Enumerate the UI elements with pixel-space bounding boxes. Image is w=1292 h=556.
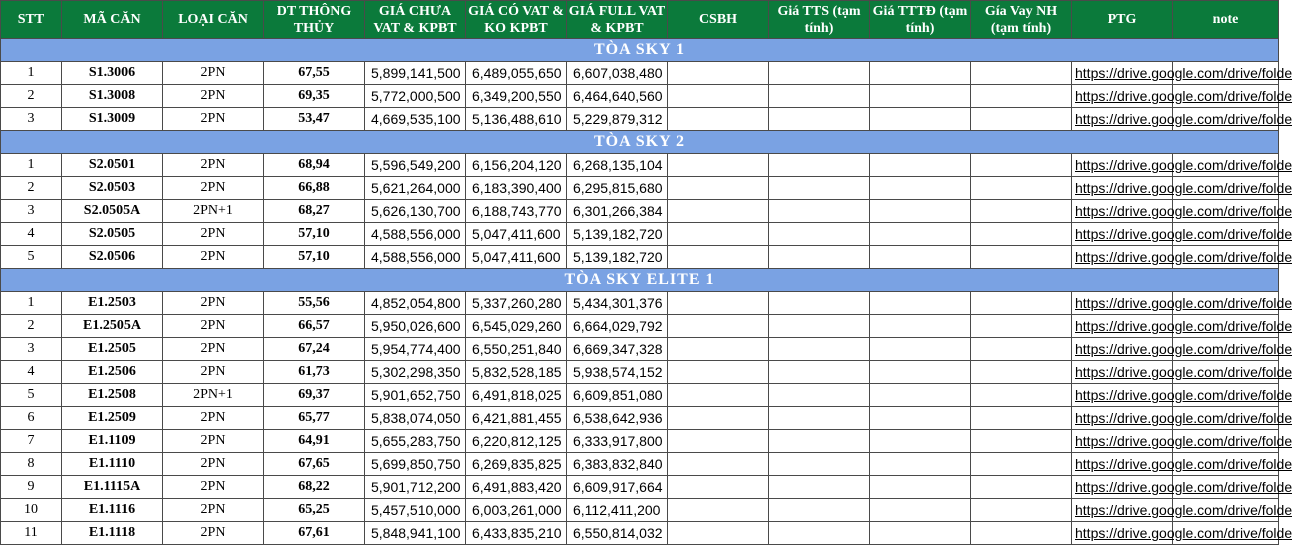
cell-loan-price[interactable]: [971, 315, 1072, 338]
cell-price-excl-vat[interactable]: 4,588,556,000: [365, 246, 466, 269]
table-row: [1, 177, 1279, 200]
cell-price-tttd[interactable]: [870, 62, 971, 85]
cell-unit-type[interactable]: 2PN+1: [163, 384, 264, 407]
cell-price-tttd[interactable]: [870, 499, 971, 522]
cell-price-tttd[interactable]: [870, 315, 971, 338]
cell-area[interactable]: 65,77: [264, 407, 365, 430]
cell-loan-price[interactable]: [971, 223, 1072, 246]
table-row: [1, 292, 1279, 315]
cell-ptg-link[interactable]: https://drive.google.com/drive/folde: [1072, 200, 1173, 223]
cell-price-tts[interactable]: [769, 292, 870, 315]
cell-unit-code[interactable]: S2.0505A: [62, 200, 163, 223]
cell-ptg-link[interactable]: https://drive.google.com/drive/folde: [1072, 315, 1173, 338]
cell-price-tts[interactable]: [769, 223, 870, 246]
cell-stt[interactable]: 2: [1, 177, 62, 200]
cell-price-incl-vat[interactable]: 6,349,200,550: [466, 85, 567, 108]
cell-price-incl-vat[interactable]: 6,491,818,025: [466, 384, 567, 407]
cell-price-incl-vat[interactable]: 6,489,055,650: [466, 62, 567, 85]
cell-csbh[interactable]: [668, 522, 769, 545]
cell-area[interactable]: 61,73: [264, 361, 365, 384]
cell-price-incl-vat[interactable]: 6,003,261,000: [466, 499, 567, 522]
cell-area[interactable]: 57,10: [264, 246, 365, 269]
cell-area[interactable]: 64,91: [264, 430, 365, 453]
section-row: [1, 39, 1279, 62]
table-row: [1, 62, 1279, 85]
cell-unit-code[interactable]: E1.2506: [62, 361, 163, 384]
cell-stt[interactable]: 1: [1, 292, 62, 315]
cell-unit-code[interactable]: E1.2508: [62, 384, 163, 407]
cell-price-tts[interactable]: [769, 522, 870, 545]
cell-loan-price[interactable]: [971, 476, 1072, 499]
cell-price-incl-vat[interactable]: 5,047,411,600: [466, 223, 567, 246]
cell-price-tttd[interactable]: [870, 338, 971, 361]
cell-price-excl-vat[interactable]: 5,848,941,100: [365, 522, 466, 545]
cell-price-full[interactable]: 6,112,411,200: [567, 499, 668, 522]
section-title[interactable]: TÒA SKY 2: [1, 131, 1279, 154]
cell-ptg-link[interactable]: https://drive.google.com/drive/folde: [1072, 522, 1173, 545]
cell-ptg-link[interactable]: https://drive.google.com/drive/folde: [1072, 338, 1173, 361]
cell-price-excl-vat[interactable]: 5,621,264,000: [365, 177, 466, 200]
cell-price-incl-vat[interactable]: 6,491,883,420: [466, 476, 567, 499]
cell-csbh[interactable]: [668, 154, 769, 177]
cell-price-incl-vat[interactable]: 5,337,260,280: [466, 292, 567, 315]
cell-price-full[interactable]: 5,139,182,720: [567, 223, 668, 246]
cell-price-excl-vat[interactable]: 4,669,535,100: [365, 108, 466, 131]
cell-area[interactable]: 57,10: [264, 223, 365, 246]
cell-csbh[interactable]: [668, 85, 769, 108]
cell-unit-type[interactable]: 2PN: [163, 292, 264, 315]
cell-price-incl-vat[interactable]: 5,136,488,610: [466, 108, 567, 131]
table-row: [1, 522, 1279, 545]
cell-price-tttd[interactable]: [870, 246, 971, 269]
cell-price-full[interactable]: 5,139,182,720: [567, 246, 668, 269]
cell-stt[interactable]: 9: [1, 476, 62, 499]
cell-stt[interactable]: 4: [1, 361, 62, 384]
cell-ptg-link[interactable]: https://drive.google.com/drive/folde: [1072, 407, 1173, 430]
cell-csbh[interactable]: [668, 430, 769, 453]
cell-price-full[interactable]: 5,434,301,376: [567, 292, 668, 315]
cell-loan-price[interactable]: [971, 499, 1072, 522]
cell-unit-code[interactable]: S2.0506: [62, 246, 163, 269]
cell-unit-type[interactable]: 2PN: [163, 499, 264, 522]
section-title[interactable]: TÒA SKY 1: [1, 39, 1279, 62]
table-row: [1, 453, 1279, 476]
cell-stt[interactable]: 10: [1, 499, 62, 522]
cell-price-excl-vat[interactable]: 5,596,549,200: [365, 154, 466, 177]
cell-loan-price[interactable]: [971, 62, 1072, 85]
cell-csbh[interactable]: [668, 407, 769, 430]
cell-price-full[interactable]: 6,664,029,792: [567, 315, 668, 338]
cell-stt[interactable]: 2: [1, 315, 62, 338]
cell-price-excl-vat[interactable]: 4,852,054,800: [365, 292, 466, 315]
cell-csbh[interactable]: [668, 476, 769, 499]
header-unit-type[interactable]: LOẠI CĂN: [163, 1, 264, 39]
cell-ptg-link[interactable]: https://drive.google.com/drive/folde: [1072, 453, 1173, 476]
cell-price-tttd[interactable]: [870, 177, 971, 200]
section-title[interactable]: TÒA SKY ELITE 1: [1, 269, 1279, 292]
cell-csbh[interactable]: [668, 292, 769, 315]
cell-price-full[interactable]: 6,669,347,328: [567, 338, 668, 361]
table-row: [1, 476, 1279, 499]
cell-price-tttd[interactable]: [870, 200, 971, 223]
cell-unit-type[interactable]: 2PN: [163, 154, 264, 177]
cell-unit-type[interactable]: 2PN: [163, 62, 264, 85]
cell-price-incl-vat[interactable]: 6,188,743,770: [466, 200, 567, 223]
cell-price-tts[interactable]: [769, 338, 870, 361]
cell-unit-code[interactable]: S2.0505: [62, 223, 163, 246]
cell-ptg-link[interactable]: https://drive.google.com/drive/folde: [1072, 246, 1173, 269]
cell-unit-code[interactable]: S1.3008: [62, 85, 163, 108]
section-row: [1, 269, 1279, 292]
cell-price-tttd[interactable]: [870, 430, 971, 453]
cell-ptg-link[interactable]: https://drive.google.com/drive/folde: [1072, 476, 1173, 499]
cell-price-full[interactable]: 6,607,038,480: [567, 62, 668, 85]
cell-area[interactable]: 66,88: [264, 177, 365, 200]
cell-price-excl-vat[interactable]: 5,954,774,400: [365, 338, 466, 361]
cell-loan-price[interactable]: [971, 522, 1072, 545]
cell-area[interactable]: 68,94: [264, 154, 365, 177]
cell-area[interactable]: 55,56: [264, 292, 365, 315]
cell-csbh[interactable]: [668, 315, 769, 338]
cell-csbh[interactable]: [668, 177, 769, 200]
cell-price-full[interactable]: 6,301,266,384: [567, 200, 668, 223]
table-row: [1, 407, 1279, 430]
cell-price-excl-vat[interactable]: 5,626,130,700: [365, 200, 466, 223]
cell-price-excl-vat[interactable]: 5,950,026,600: [365, 315, 466, 338]
cell-price-incl-vat[interactable]: 5,832,528,185: [466, 361, 567, 384]
cell-stt[interactable]: 8: [1, 453, 62, 476]
table-row: [1, 338, 1279, 361]
cell-price-incl-vat[interactable]: 6,220,812,125: [466, 430, 567, 453]
cell-loan-price[interactable]: [971, 246, 1072, 269]
cell-unit-code[interactable]: S1.3006: [62, 62, 163, 85]
cell-price-tts[interactable]: [769, 315, 870, 338]
cell-price-tts[interactable]: [769, 453, 870, 476]
cell-price-incl-vat[interactable]: 6,183,390,400: [466, 177, 567, 200]
cell-price-excl-vat[interactable]: 5,655,283,750: [365, 430, 466, 453]
header-csbh[interactable]: CSBH: [668, 1, 769, 39]
cell-csbh[interactable]: [668, 200, 769, 223]
cell-ptg-link[interactable]: https://drive.google.com/drive/folde: [1072, 430, 1173, 453]
cell-price-incl-vat[interactable]: 6,421,881,455: [466, 407, 567, 430]
cell-loan-price[interactable]: [971, 430, 1072, 453]
cell-unit-code[interactable]: E1.2509: [62, 407, 163, 430]
cell-csbh[interactable]: [668, 338, 769, 361]
table-row: [1, 499, 1279, 522]
table-row: [1, 154, 1279, 177]
cell-price-tttd[interactable]: [870, 453, 971, 476]
cell-price-tttd[interactable]: [870, 384, 971, 407]
cell-unit-code[interactable]: E1.2505: [62, 338, 163, 361]
cell-unit-code[interactable]: E1.1118: [62, 522, 163, 545]
cell-csbh[interactable]: [668, 223, 769, 246]
cell-csbh[interactable]: [668, 499, 769, 522]
cell-price-full[interactable]: 5,229,879,312: [567, 108, 668, 131]
cell-price-tts[interactable]: [769, 361, 870, 384]
cell-stt[interactable]: 2: [1, 85, 62, 108]
cell-loan-price[interactable]: [971, 154, 1072, 177]
cell-area[interactable]: 67,61: [264, 522, 365, 545]
header-loan-price[interactable]: Gía Vay NH (tạm tính): [971, 1, 1072, 39]
table-row: [1, 315, 1279, 338]
cell-price-full[interactable]: 6,550,814,032: [567, 522, 668, 545]
cell-price-tts[interactable]: [769, 177, 870, 200]
cell-unit-type[interactable]: 2PN: [163, 407, 264, 430]
cell-price-tts[interactable]: [769, 62, 870, 85]
cell-stt[interactable]: 3: [1, 200, 62, 223]
cell-stt[interactable]: 7: [1, 430, 62, 453]
cell-ptg-link[interactable]: https://drive.google.com/drive/folde: [1072, 361, 1173, 384]
cell-price-full[interactable]: 6,383,832,840: [567, 453, 668, 476]
cell-loan-price[interactable]: [971, 292, 1072, 315]
cell-area[interactable]: 65,25: [264, 499, 365, 522]
cell-ptg-link[interactable]: https://drive.google.com/drive/folde: [1072, 62, 1173, 85]
header-price-excl-vat[interactable]: GIÁ CHƯA VAT & KPBT: [365, 1, 466, 39]
cell-price-excl-vat[interactable]: 5,901,652,750: [365, 384, 466, 407]
cell-unit-type[interactable]: 2PN: [163, 476, 264, 499]
header-row: [1, 1, 1279, 39]
cell-csbh[interactable]: [668, 246, 769, 269]
cell-area[interactable]: 68,27: [264, 200, 365, 223]
cell-csbh[interactable]: [668, 108, 769, 131]
cell-unit-code[interactable]: S1.3009: [62, 108, 163, 131]
cell-unit-type[interactable]: 2PN: [163, 85, 264, 108]
cell-area[interactable]: 66,57: [264, 315, 365, 338]
cell-price-incl-vat[interactable]: 6,156,204,120: [466, 154, 567, 177]
cell-price-full[interactable]: 6,268,135,104: [567, 154, 668, 177]
header-area[interactable]: DT THÔNG THỦY: [264, 1, 365, 39]
cell-loan-price[interactable]: [971, 384, 1072, 407]
header-price-tttd[interactable]: Giá TTTĐ (tạm tính): [870, 1, 971, 39]
header-price-tts[interactable]: Giá TTS (tạm tính): [769, 1, 870, 39]
cell-price-excl-vat[interactable]: 5,699,850,750: [365, 453, 466, 476]
cell-area[interactable]: 53,47: [264, 108, 365, 131]
cell-price-tttd[interactable]: [870, 154, 971, 177]
cell-csbh[interactable]: [668, 453, 769, 476]
cell-unit-type[interactable]: 2PN: [163, 246, 264, 269]
cell-unit-type[interactable]: 2PN: [163, 108, 264, 131]
cell-price-incl-vat[interactable]: 6,269,835,825: [466, 453, 567, 476]
cell-area[interactable]: 69,37: [264, 384, 365, 407]
cell-stt[interactable]: 11: [1, 522, 62, 545]
cell-price-tts[interactable]: [769, 154, 870, 177]
cell-ptg-link[interactable]: https://drive.google.com/drive/folde: [1072, 223, 1173, 246]
cell-stt[interactable]: 5: [1, 384, 62, 407]
header-note[interactable]: note: [1173, 1, 1279, 39]
cell-price-excl-vat[interactable]: 5,838,074,050: [365, 407, 466, 430]
cell-stt[interactable]: 1: [1, 154, 62, 177]
cell-unit-code[interactable]: E1.1115A: [62, 476, 163, 499]
table-row: [1, 223, 1279, 246]
cell-unit-code[interactable]: E1.1116: [62, 499, 163, 522]
header-unit-code[interactable]: MÃ CĂN: [62, 1, 163, 39]
cell-ptg-link[interactable]: https://drive.google.com/drive/folde: [1072, 177, 1173, 200]
cell-unit-type[interactable]: 2PN: [163, 522, 264, 545]
cell-unit-type[interactable]: 2PN: [163, 315, 264, 338]
cell-ptg-link[interactable]: https://drive.google.com/drive/folde: [1072, 292, 1173, 315]
cell-price-tts[interactable]: [769, 85, 870, 108]
cell-stt[interactable]: 3: [1, 338, 62, 361]
cell-unit-type[interactable]: 2PN: [163, 177, 264, 200]
cell-area[interactable]: 69,35: [264, 85, 365, 108]
cell-unit-code[interactable]: E1.2503: [62, 292, 163, 315]
cell-unit-type[interactable]: 2PN: [163, 361, 264, 384]
cell-price-tts[interactable]: [769, 430, 870, 453]
cell-price-tttd[interactable]: [870, 476, 971, 499]
cell-loan-price[interactable]: [971, 453, 1072, 476]
cell-csbh[interactable]: [668, 361, 769, 384]
cell-price-tts[interactable]: [769, 499, 870, 522]
cell-price-tts[interactable]: [769, 108, 870, 131]
cell-price-incl-vat[interactable]: 6,550,251,840: [466, 338, 567, 361]
cell-ptg-link[interactable]: https://drive.google.com/drive/folde: [1072, 384, 1173, 407]
cell-area[interactable]: 67,55: [264, 62, 365, 85]
cell-price-excl-vat[interactable]: 4,588,556,000: [365, 223, 466, 246]
cell-ptg-link[interactable]: https://drive.google.com/drive/folde: [1072, 85, 1173, 108]
cell-unit-type[interactable]: 2PN: [163, 338, 264, 361]
table-row: [1, 430, 1279, 453]
cell-csbh[interactable]: [668, 62, 769, 85]
cell-loan-price[interactable]: [971, 361, 1072, 384]
table-row: [1, 200, 1279, 223]
header-price-incl-vat[interactable]: GIÁ CÓ VAT & KO KPBT: [466, 1, 567, 39]
cell-price-excl-vat[interactable]: 5,457,510,000: [365, 499, 466, 522]
table-row: [1, 108, 1279, 131]
cell-loan-price[interactable]: [971, 407, 1072, 430]
cell-loan-price[interactable]: [971, 338, 1072, 361]
cell-unit-code[interactable]: E1.1110: [62, 453, 163, 476]
cell-loan-price[interactable]: [971, 85, 1072, 108]
cell-price-excl-vat[interactable]: 5,302,298,350: [365, 361, 466, 384]
cell-ptg-link[interactable]: https://drive.google.com/drive/folde: [1072, 108, 1173, 131]
cell-price-tttd[interactable]: [870, 223, 971, 246]
table-row: [1, 361, 1279, 384]
cell-price-full[interactable]: 6,609,851,080: [567, 384, 668, 407]
cell-price-excl-vat[interactable]: 5,901,712,200: [365, 476, 466, 499]
cell-price-tttd[interactable]: [870, 407, 971, 430]
cell-ptg-link[interactable]: https://drive.google.com/drive/folde: [1072, 499, 1173, 522]
cell-loan-price[interactable]: [971, 200, 1072, 223]
cell-stt[interactable]: 1: [1, 62, 62, 85]
table-row: [1, 384, 1279, 407]
section-row: [1, 131, 1279, 154]
cell-price-incl-vat[interactable]: 6,545,029,260: [466, 315, 567, 338]
cell-loan-price[interactable]: [971, 177, 1072, 200]
cell-unit-type[interactable]: 2PN+1: [163, 200, 264, 223]
cell-unit-code[interactable]: S2.0503: [62, 177, 163, 200]
cell-unit-type[interactable]: 2PN: [163, 453, 264, 476]
cell-area[interactable]: 67,65: [264, 453, 365, 476]
cell-csbh[interactable]: [668, 384, 769, 407]
cell-price-full[interactable]: 6,295,815,680: [567, 177, 668, 200]
cell-price-incl-vat[interactable]: 5,047,411,600: [466, 246, 567, 269]
cell-price-excl-vat[interactable]: 5,772,000,500: [365, 85, 466, 108]
cell-unit-type[interactable]: 2PN: [163, 430, 264, 453]
cell-price-excl-vat[interactable]: 5,899,141,500: [365, 62, 466, 85]
cell-price-full[interactable]: 6,538,642,936: [567, 407, 668, 430]
cell-unit-code[interactable]: S2.0501: [62, 154, 163, 177]
cell-area[interactable]: 68,22: [264, 476, 365, 499]
cell-ptg-link[interactable]: https://drive.google.com/drive/folde: [1072, 154, 1173, 177]
cell-price-full[interactable]: 6,464,640,560: [567, 85, 668, 108]
cell-price-tttd[interactable]: [870, 85, 971, 108]
table-row: [1, 85, 1279, 108]
cell-unit-code[interactable]: E1.2505A: [62, 315, 163, 338]
cell-unit-type[interactable]: 2PN: [163, 223, 264, 246]
cell-price-tttd[interactable]: [870, 292, 971, 315]
cell-price-tts[interactable]: [769, 246, 870, 269]
table-body: [1, 39, 1292, 545]
cell-stt[interactable]: 5: [1, 246, 62, 269]
cell-loan-price[interactable]: [971, 108, 1072, 131]
cell-stt[interactable]: 3: [1, 108, 62, 131]
header-stt[interactable]: STT: [1, 1, 62, 39]
cell-price-full[interactable]: 6,609,917,664: [567, 476, 668, 499]
table-row: [1, 246, 1279, 269]
cell-price-incl-vat[interactable]: 6,433,835,210: [466, 522, 567, 545]
header-ptg[interactable]: PTG: [1072, 1, 1173, 39]
cell-price-tttd[interactable]: [870, 361, 971, 384]
cell-price-tts[interactable]: [769, 384, 870, 407]
cell-price-tts[interactable]: [769, 407, 870, 430]
cell-price-tttd[interactable]: [870, 108, 971, 131]
header-price-full[interactable]: GIÁ FULL VAT & KPBT: [567, 1, 668, 39]
cell-price-tts[interactable]: [769, 200, 870, 223]
cell-stt[interactable]: 6: [1, 407, 62, 430]
cell-unit-code[interactable]: E1.1109: [62, 430, 163, 453]
cell-price-full[interactable]: 5,938,574,152: [567, 361, 668, 384]
cell-price-tts[interactable]: [769, 476, 870, 499]
cell-price-tttd[interactable]: [870, 522, 971, 545]
cell-price-full[interactable]: 6,333,917,800: [567, 430, 668, 453]
cell-area[interactable]: 67,24: [264, 338, 365, 361]
cell-stt[interactable]: 4: [1, 223, 62, 246]
